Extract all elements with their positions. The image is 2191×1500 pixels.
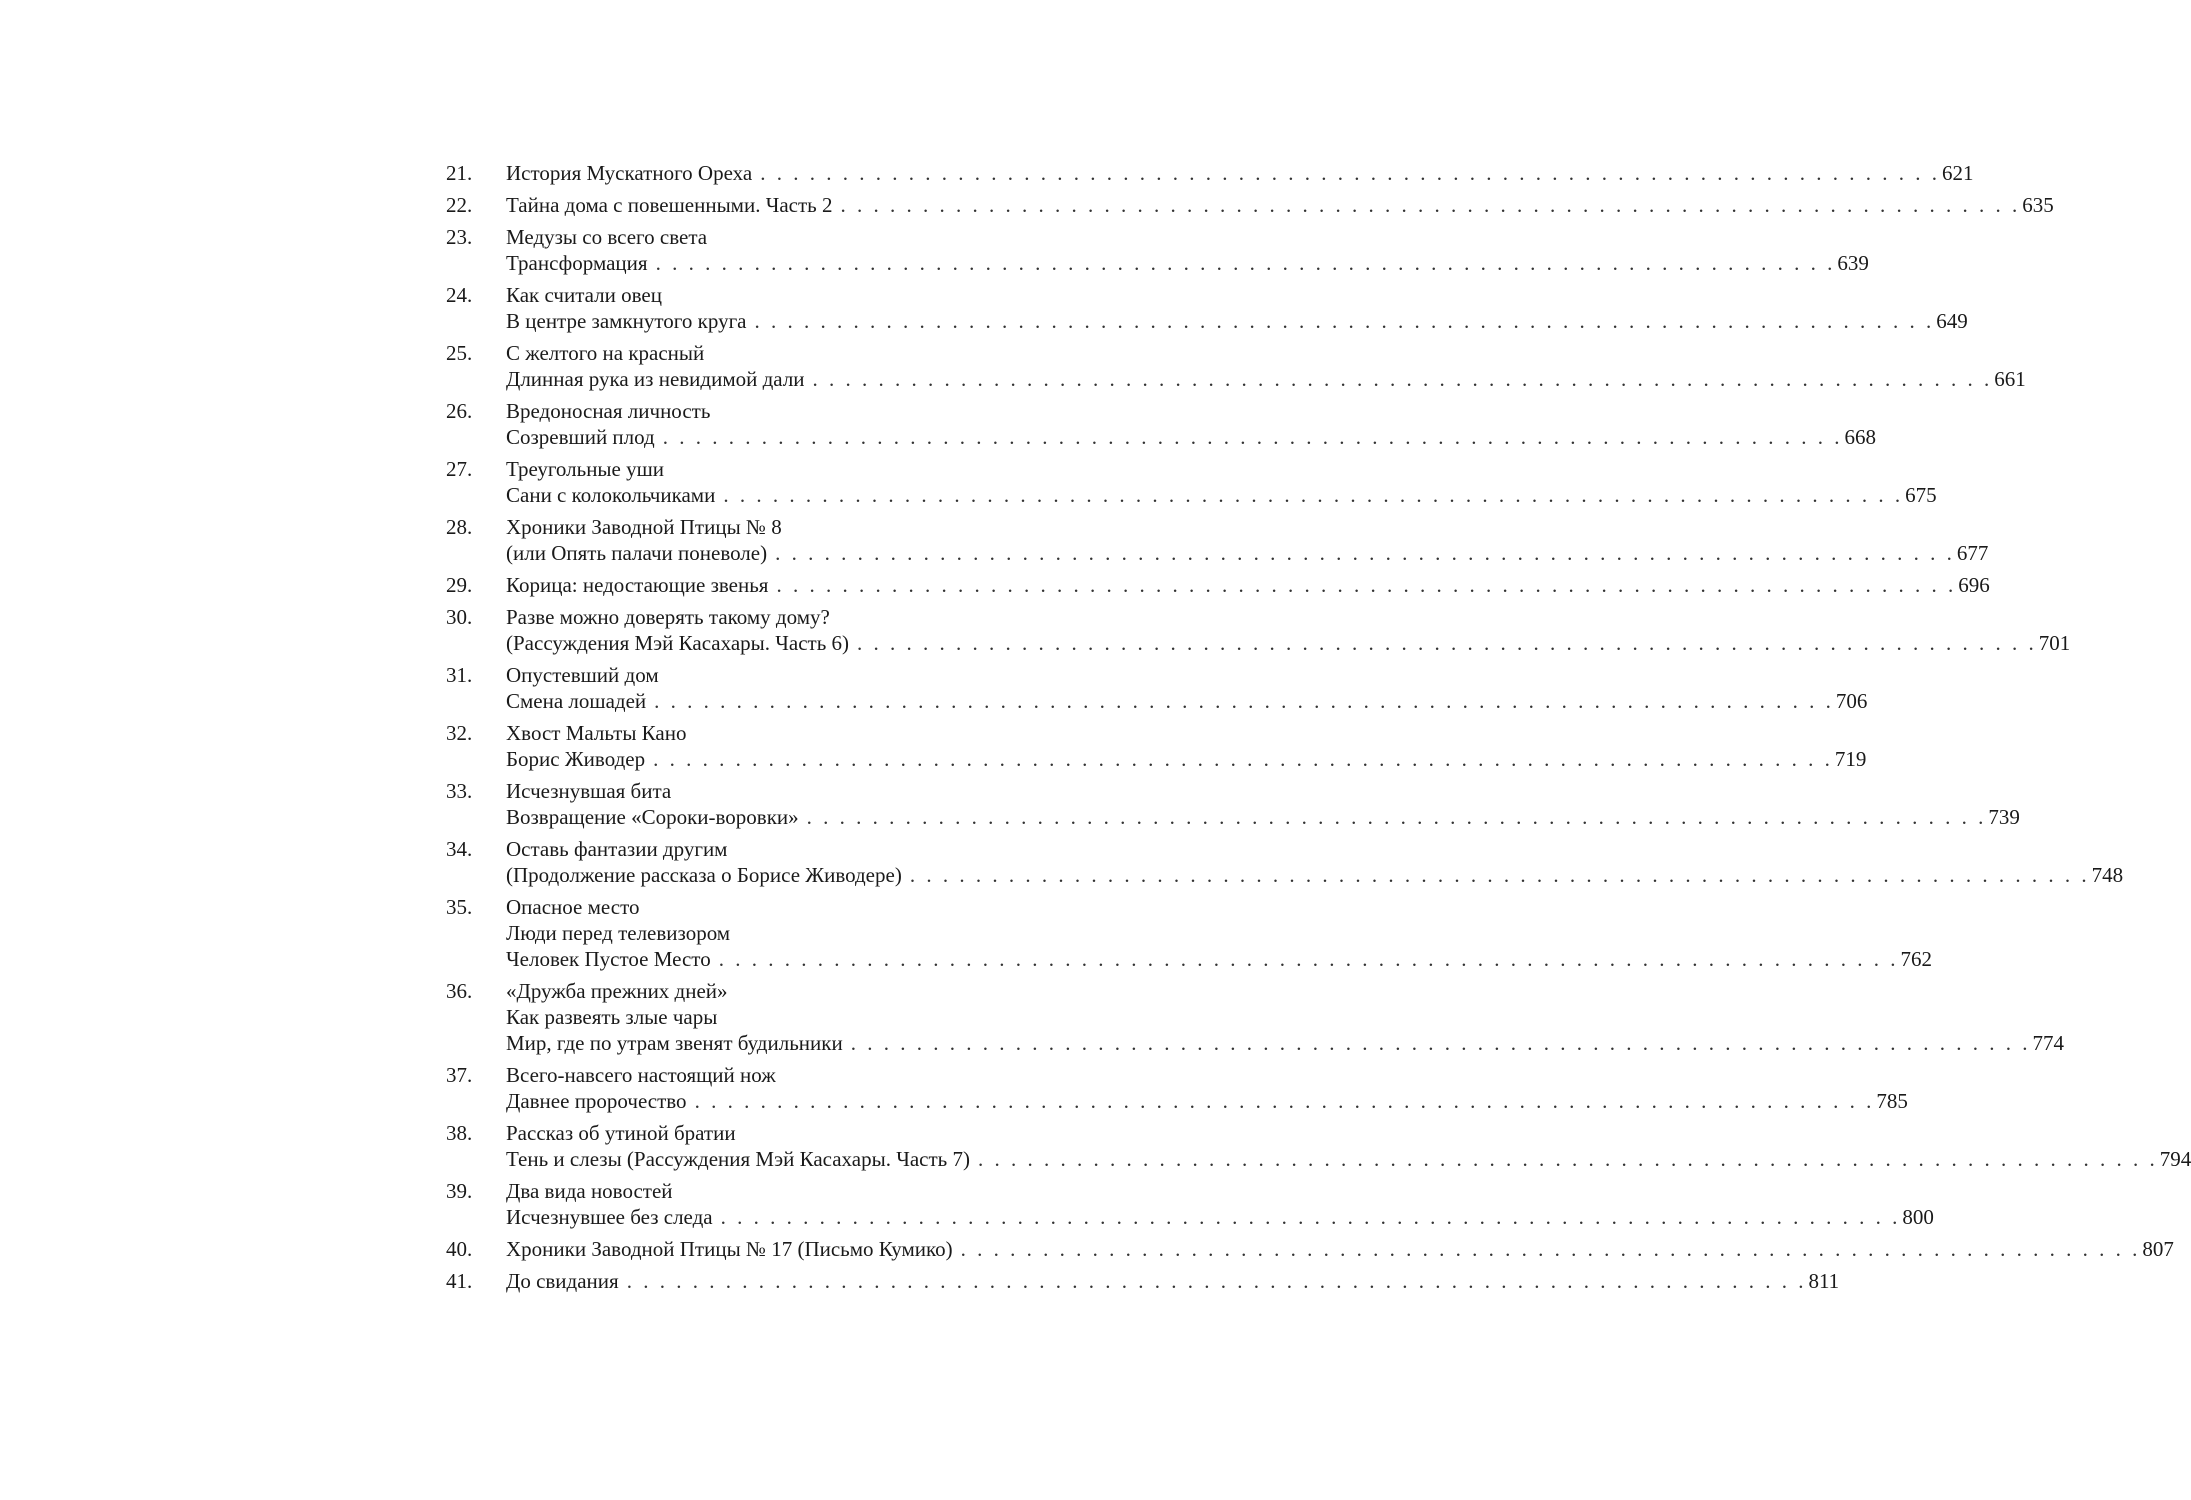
chapter-title-line xyxy=(506,1236,2174,1262)
dot-leader: . . . . . . . . . . . . . . . . . . . . . . . . . . . . . . . . . . . . . . . . . . . . . . . . . . . . . . . . . . . . . . . . . . . . . . . . xyxy=(850,1031,2031,1055)
chapter-titles xyxy=(506,978,2064,1056)
toc-entry xyxy=(446,160,1974,186)
dot-leader: . . . . . . . . . . . . . . . . . . . . . . . . . . . . . . . . . . . . . . . . . . . . . . . . . . . . . . . . . . . . . . . . . . . . . . . . xyxy=(723,483,1904,507)
chapter-title-line xyxy=(506,978,1086,1004)
chapter-title-line xyxy=(506,482,1937,508)
page-number: 807 xyxy=(2142,1237,2174,1261)
chapter-title: Трансформация xyxy=(506,251,648,275)
chapter-titles xyxy=(506,1178,1934,1230)
chapter-title: Возвращение «Сороки-воровки» xyxy=(506,805,799,829)
dot-leader: . . . . . . . . . . . . . . . . . . . . . . . . . . . . . . . . . . . . . . . . . . . . . . . . . . . . . . . . . . . . . . . . . . . . . . . . xyxy=(977,1147,2158,1171)
chapter-title: Рассказ об утиной братии xyxy=(506,1121,736,1145)
toc-entry xyxy=(446,1120,2191,1172)
dot-leader: . . . . . . . . . . . . . . . . . . . . . . . . . . . . . . . . . . . . . . . . . . . . . . . . . . . . . . . . . . . . . . . . . . . . . . . . xyxy=(720,1205,1901,1229)
chapter-number: 38. xyxy=(446,1121,473,1145)
chapter-number: 36. xyxy=(446,979,473,1003)
chapter-title-line xyxy=(506,308,1968,334)
toc-entry xyxy=(446,1178,1934,1230)
chapter-title: «Дружба прежних дней» xyxy=(506,979,728,1003)
chapter-number: 24. xyxy=(446,283,473,307)
chapter-titles xyxy=(506,514,1989,566)
dot-leader: . . . . . . . . . . . . . . . . . . . . . . . . . . . . . . . . . . . . . . . . . . . . . . . . . . . . . . . . . . . . . . . . . . . . . . . . xyxy=(775,541,1955,565)
chapter-title: Хроники Заводной Птицы № 17 (Письмо Кумико) xyxy=(506,1237,953,1261)
page-number: 719 xyxy=(1834,747,1867,771)
chapter-title-line xyxy=(506,424,1876,450)
chapter-title: Оставь фантазии другим xyxy=(506,837,728,861)
toc-entry xyxy=(446,894,1932,972)
chapter-title-line xyxy=(506,862,2124,888)
chapter-titles xyxy=(506,398,1876,450)
table-of-contents xyxy=(446,160,2191,1300)
dot-leader: . . . . . . . . . . . . . . . . . . . . . . . . . . . . . . . . . . . . . . . . . . . . . . . . . . . . . . . . . . . . . . . . . . . . . . . . xyxy=(754,309,1935,333)
chapter-title: (Рассуждения Мэй Касахары. Часть 6) xyxy=(506,631,850,655)
chapter-number: 28. xyxy=(446,515,473,539)
toc-entry xyxy=(446,720,1867,772)
chapter-titles xyxy=(506,604,2071,656)
chapter-title: Всего-навсего настоящий нож xyxy=(506,1063,776,1087)
page-number: 706 xyxy=(1835,689,1868,713)
chapter-title-line xyxy=(506,366,2026,392)
dot-leader: . . . . . . . . . . . . . . . . . . . . . . . . . . . . . . . . . . . . . . . . . . . . . . . . . . . . . . . . . . . . . . . . . . . . . . . . xyxy=(654,689,1834,713)
chapter-title-line xyxy=(506,804,2020,830)
toc-entry xyxy=(446,340,2026,392)
chapter-title: Хроники Заводной Птицы № 8 xyxy=(506,515,782,539)
toc-entry xyxy=(446,398,1876,450)
chapter-title-line xyxy=(506,340,1086,366)
chapter-number: 37. xyxy=(446,1063,473,1087)
chapter-title: Как считали овец xyxy=(506,283,662,307)
chapter-title: Мир, где по утрам звенят будильники xyxy=(506,1031,843,1055)
page-number: 696 xyxy=(1958,573,1990,597)
dot-leader: . . . . . . . . . . . . . . . . . . . . . . . . . . . . . . . . . . . . . . . . . . . . . . . . . . . . . . . . . . . . . . . . . . . . . . . . xyxy=(718,947,1899,971)
chapter-title-line xyxy=(506,662,1086,688)
toc-entry xyxy=(446,978,2064,1056)
chapter-number: 29. xyxy=(446,573,473,597)
chapter-titles xyxy=(506,720,1867,772)
chapter-title: Сани с колокольчиками xyxy=(506,483,716,507)
chapter-title-line xyxy=(506,250,1869,276)
chapter-title-line xyxy=(506,604,1086,630)
chapter-titles xyxy=(506,1062,1908,1114)
chapter-title-line xyxy=(506,720,1086,746)
chapter-title: Длинная рука из невидимой дали xyxy=(506,367,805,391)
chapter-title-line xyxy=(506,946,1932,972)
toc-entry xyxy=(446,224,1869,276)
chapter-titles xyxy=(506,662,1868,714)
chapter-titles xyxy=(506,836,2124,888)
chapter-number: 21. xyxy=(446,161,473,185)
chapter-number: 22. xyxy=(446,193,473,217)
toc-entry xyxy=(446,662,1868,714)
chapter-title-line xyxy=(506,630,2071,656)
chapter-number: 23. xyxy=(446,225,473,249)
chapter-title-line xyxy=(506,540,1989,566)
chapter-title: Давнее пророчество xyxy=(506,1089,687,1113)
chapter-number: 26. xyxy=(446,399,473,423)
chapter-titles xyxy=(506,572,1990,598)
toc-entry xyxy=(446,192,2054,218)
dot-leader: . . . . . . . . . . . . . . . . . . . . . . . . . . . . . . . . . . . . . . . . . . . . . . . . . . . . . . . . . . . . . . . . . . . . . . . . xyxy=(653,747,1833,771)
chapter-title: Медузы со всего света xyxy=(506,225,708,249)
chapter-titles xyxy=(506,192,2054,218)
chapter-title: Разве можно доверять такому дому? xyxy=(506,605,830,629)
toc-entry xyxy=(446,514,1989,566)
chapter-title-line xyxy=(506,688,1868,714)
chapter-title: (или Опять палачи поневоле) xyxy=(506,541,768,565)
chapter-title-line xyxy=(506,398,1086,424)
page-number: 800 xyxy=(1902,1205,1934,1229)
dot-leader: . . . . . . . . . . . . . . . . . . . . . . . . . . . . . . . . . . . . . . . . . . . . . . . . . . . . . . . . . . . . . . . . . . . . . . . . xyxy=(806,805,1987,829)
chapter-title: До свидания xyxy=(506,1269,619,1293)
chapter-title: Созревший плод xyxy=(506,425,655,449)
chapter-titles xyxy=(506,894,1932,972)
chapter-title-line xyxy=(506,224,1086,250)
chapter-number: 25. xyxy=(446,341,473,365)
toc-entry xyxy=(446,1268,1840,1294)
chapter-title-line xyxy=(506,1268,1840,1294)
chapter-title: Треугольные уши xyxy=(506,457,665,481)
chapter-title-line xyxy=(506,192,2054,218)
chapter-title-line xyxy=(506,572,1990,598)
chapter-titles xyxy=(506,1268,1840,1294)
chapter-title: Два вида новостей xyxy=(506,1179,673,1203)
chapter-titles xyxy=(506,1236,2174,1262)
chapter-titles xyxy=(506,456,1937,508)
page-number: 639 xyxy=(1837,251,1869,275)
page-number: 661 xyxy=(1994,367,2026,391)
toc-entry xyxy=(446,1236,2174,1262)
chapter-title: Опасное место xyxy=(506,895,640,919)
chapter-title: Как развеять злые чары xyxy=(506,1005,718,1029)
chapter-number: 34. xyxy=(446,837,473,861)
chapter-title-line xyxy=(506,160,1974,186)
dot-leader: . . . . . . . . . . . . . . . . . . . . . . . . . . . . . . . . . . . . . . . . . . . . . . . . . . . . . . . . . . . . . . . . . . . . . . . . xyxy=(960,1237,2141,1261)
chapter-titles xyxy=(506,282,1968,334)
dot-leader: . . . . . . . . . . . . . . . . . . . . . . . . . . . . . . . . . . . . . . . . . . . . . . . . . . . . . . . . . . . . . . . . . . . . . . . . xyxy=(909,863,2090,887)
page-number: 701 xyxy=(2038,631,2071,655)
dot-leader: . . . . . . . . . . . . . . . . . . . . . . . . . . . . . . . . . . . . . . . . . . . . . . . . . . . . . . . . . . . . . . . . . . . . . . . . xyxy=(694,1089,1875,1113)
page-number: 785 xyxy=(1876,1089,1908,1113)
chapter-title-line xyxy=(506,1088,1908,1114)
chapter-titles xyxy=(506,778,2020,830)
chapter-title-line xyxy=(506,1030,2064,1056)
toc-entry xyxy=(446,456,1937,508)
chapter-number: 27. xyxy=(446,457,473,481)
chapter-title: Человек Пустое Место xyxy=(506,947,711,971)
chapter-number: 35. xyxy=(446,895,473,919)
chapter-number: 40. xyxy=(446,1237,473,1261)
chapter-title: Тень и слезы (Рассуждения Мэй Касахары. Часть 7) xyxy=(506,1147,970,1171)
chapter-title: Хвост Мальты Кано xyxy=(506,721,687,745)
chapter-title: Тайна дома с повешенными. Часть 2 xyxy=(506,193,833,217)
chapter-title-line xyxy=(506,1146,2191,1172)
page-number: 762 xyxy=(1900,947,1932,971)
page-number: 668 xyxy=(1844,425,1876,449)
chapter-title-line xyxy=(506,514,1086,540)
chapter-number: 30. xyxy=(446,605,473,629)
chapter-title-line xyxy=(506,894,1086,920)
chapter-title: Опустевший дом xyxy=(506,663,659,687)
chapter-title-line xyxy=(506,1004,1086,1030)
dot-leader: . . . . . . . . . . . . . . . . . . . . . . . . . . . . . . . . . . . . . . . . . . . . . . . . . . . . . . . . . . . . . . . . . . . . . . . . xyxy=(662,425,1843,449)
chapter-titles xyxy=(506,1120,2191,1172)
page-number: 649 xyxy=(1936,309,1968,333)
chapter-title: История Мускатного Ореха xyxy=(506,161,753,185)
toc-entry xyxy=(446,572,1990,598)
chapter-titles xyxy=(506,160,1974,186)
toc-entry xyxy=(446,282,1968,334)
chapter-title: Корица: недостающие звенья xyxy=(506,573,769,597)
chapter-number: 33. xyxy=(446,779,473,803)
page-number: 675 xyxy=(1905,483,1937,507)
chapter-title-line xyxy=(506,778,1086,804)
toc-entry xyxy=(446,604,2071,656)
page-number: 739 xyxy=(1988,805,2020,829)
chapter-title: Смена лошадей xyxy=(506,689,647,713)
toc-entry xyxy=(446,836,2124,888)
page-number: 811 xyxy=(1808,1269,1840,1293)
page-number: 774 xyxy=(2032,1031,2064,1055)
chapter-number: 41. xyxy=(446,1269,473,1293)
chapter-title-line xyxy=(506,456,1086,482)
dot-leader: . . . . . . . . . . . . . . . . . . . . . . . . . . . . . . . . . . . . . . . . . . . . . . . . . . . . . . . . . . . . . . . . . . . . . . . . xyxy=(812,367,1993,391)
chapter-title: Люди перед телевизором xyxy=(506,921,731,945)
chapter-titles xyxy=(506,340,2026,392)
dot-leader: . . . . . . . . . . . . . . . . . . . . . . . . . . . . . . . . . . . . . . . . . . . . . . . . . . . . . . . . . . . . . . . . . . . . . . . . xyxy=(840,193,2021,217)
page-number: 794 xyxy=(2159,1147,2191,1171)
dot-leader: . . . . . . . . . . . . . . . . . . . . . . . . . . . . . . . . . . . . . . . . . . . . . . . . . . . . . . . . . . . . . . . . . . . . . . . . xyxy=(857,631,2037,655)
chapter-title: С желтого на красный xyxy=(506,341,705,365)
chapter-title-line xyxy=(506,1120,1086,1146)
chapter-title: (Продолжение рассказа о Борисе Живодере) xyxy=(506,863,902,887)
dot-leader: . . . . . . . . . . . . . . . . . . . . . . . . . . . . . . . . . . . . . . . . . . . . . . . . . . . . . . . . . . . . . . . . . . . . . . . . xyxy=(655,251,1836,275)
chapter-title-line xyxy=(506,920,1086,946)
chapter-title: Исчезнувшее без следа xyxy=(506,1205,713,1229)
chapter-number: 31. xyxy=(446,663,473,687)
chapter-title-line xyxy=(506,836,1086,862)
chapter-titles xyxy=(506,224,1869,276)
chapter-title: Борис Живодер xyxy=(506,747,646,771)
dot-leader: . . . . . . . . . . . . . . . . . . . . . . . . . . . . . . . . . . . . . . . . . . . . . . . . . . . . . . . . . . . . . . . . . . . . . . . . xyxy=(776,573,1957,597)
chapter-title-line xyxy=(506,1062,1086,1088)
page-number: 748 xyxy=(2091,863,2124,887)
page-number: 635 xyxy=(2022,193,2054,217)
dot-leader: . . . . . . . . . . . . . . . . . . . . . . . . . . . . . . . . . . . . . . . . . . . . . . . . . . . . . . . . . . . . . . . . . . . . . . . . xyxy=(760,161,1940,185)
toc-entry xyxy=(446,1062,1908,1114)
chapter-title-line xyxy=(506,282,1086,308)
chapter-title-line xyxy=(506,1178,1086,1204)
chapter-title-line xyxy=(506,746,1867,772)
dot-leader: . . . . . . . . . . . . . . . . . . . . . . . . . . . . . . . . . . . . . . . . . . . . . . . . . . . . . . . . . . . . . . . . . . . . . . . . xyxy=(626,1269,1807,1293)
chapter-title: Исчезнувшая бита xyxy=(506,779,672,803)
chapter-number: 32. xyxy=(446,721,473,745)
chapter-number: 39. xyxy=(446,1179,473,1203)
toc-entry xyxy=(446,778,2020,830)
chapter-title: В центре замкнутого круга xyxy=(506,309,747,333)
page-number: 677 xyxy=(1956,541,1989,565)
chapter-title: Вредоносная личность xyxy=(506,399,711,423)
chapter-title-line xyxy=(506,1204,1934,1230)
page-number: 621 xyxy=(1941,161,1974,185)
